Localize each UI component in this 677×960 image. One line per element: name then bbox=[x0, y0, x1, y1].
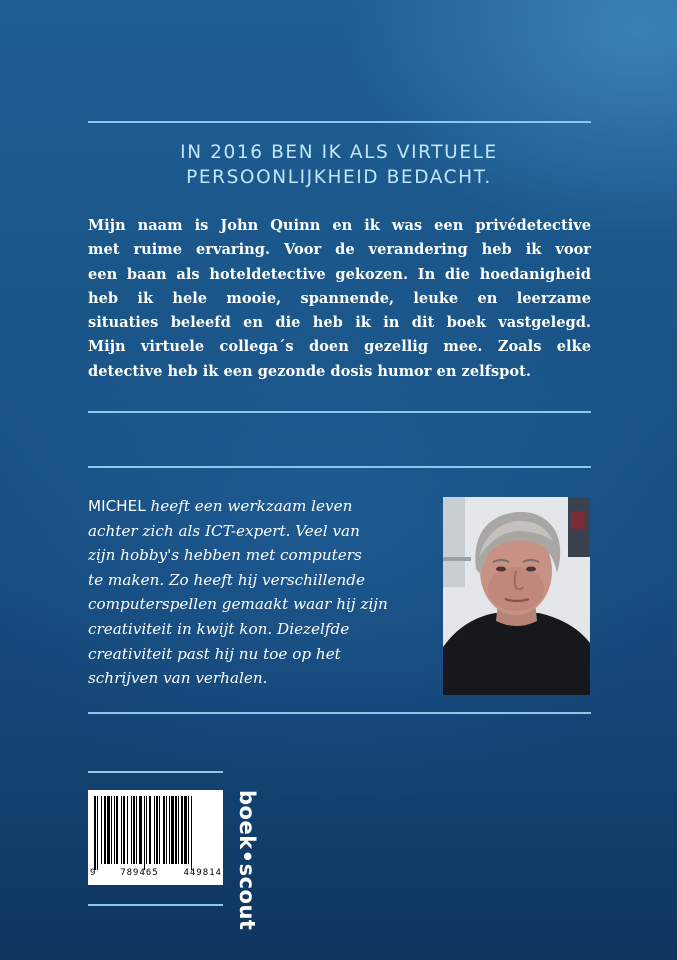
barcode-bar bbox=[169, 796, 170, 864]
barcode-bar bbox=[171, 796, 174, 864]
barcode-bar bbox=[114, 796, 115, 864]
intro-line: Mijn virtuele collega´s doen gezellig mee. Zoals elke bbox=[88, 338, 591, 356]
barcode-bar bbox=[184, 796, 187, 864]
barcode-bar bbox=[133, 796, 135, 864]
author-name: MICHEL bbox=[88, 497, 146, 515]
intro-line: situaties beleefd en die heb ik in dit boek vastgelegd. bbox=[88, 314, 591, 332]
barcode-bar bbox=[111, 796, 112, 864]
barcode-bar bbox=[136, 796, 137, 864]
headline-line-1: IN 2016 BEN IK ALS VIRTUELE bbox=[180, 142, 498, 163]
bio-line: achter zich als ICT-expert. Veel van bbox=[88, 521, 360, 540]
barcode-bar bbox=[159, 796, 160, 864]
bio-line: computerspellen gemaakt waar hij zijn bbox=[88, 595, 388, 614]
bio-line: schrijven van verhalen. bbox=[88, 669, 268, 688]
divider-top bbox=[88, 121, 591, 123]
barcode-digit-group-1: 789465 bbox=[120, 868, 159, 878]
barcode-bar bbox=[123, 796, 125, 864]
intro-paragraph bbox=[88, 214, 591, 384]
bio-line: te maken. Zo heeft hij verschillende bbox=[88, 570, 365, 589]
barcode-bar bbox=[139, 796, 142, 864]
bio-first-line bbox=[88, 494, 433, 519]
publisher-logo: boek•scout bbox=[235, 790, 259, 931]
author-bio bbox=[88, 494, 433, 691]
barcode-bar bbox=[156, 796, 158, 864]
barcode-digit-group-2: 449814 bbox=[183, 868, 222, 878]
barcode-bar bbox=[94, 796, 96, 870]
intro-line: Mijn naam is John Quinn en ik was een privédetective bbox=[88, 217, 591, 234]
barcode-bar bbox=[127, 796, 128, 864]
headline-line-2: PERSOONLIJKHEID BEDACHT. bbox=[186, 167, 492, 188]
intro-line: detective heb ik een gezonde dosis humor en zelfspot. bbox=[88, 362, 531, 380]
barcode-bar bbox=[104, 796, 106, 864]
divider-barcode-bottom bbox=[88, 904, 223, 906]
divider-bio-top bbox=[88, 466, 591, 468]
barcode-digits bbox=[90, 866, 222, 880]
barcode-bar bbox=[178, 796, 179, 864]
barcode-bar bbox=[188, 796, 189, 864]
bio-line: creativiteit in kwijt kon. Diezelfde bbox=[88, 619, 350, 638]
barcode-bar bbox=[121, 796, 122, 864]
author-portrait-icon bbox=[443, 497, 590, 695]
barcode-bar bbox=[149, 796, 151, 864]
headline bbox=[88, 140, 590, 190]
barcode-bar bbox=[163, 796, 165, 864]
intro-line: met ruime ervaring. Voor de verandering heb ik voor bbox=[88, 241, 591, 259]
barcode-bar bbox=[101, 796, 102, 864]
barcode-bar bbox=[191, 796, 192, 870]
barcode-bar bbox=[146, 796, 147, 864]
barcode-bar bbox=[107, 796, 110, 864]
barcode-bar bbox=[97, 796, 98, 870]
author-photo bbox=[443, 497, 590, 695]
bio-first-line-text: heeft een werkzaam leven bbox=[145, 497, 353, 515]
bio-line: creativiteit past hij nu toe op het bbox=[88, 644, 341, 663]
intro-line: heb ik hele mooie, spannende, leuke en leerzame bbox=[88, 289, 591, 307]
barcode-bar bbox=[166, 796, 167, 864]
barcode-bar bbox=[144, 796, 145, 870]
divider-bio-bottom bbox=[88, 712, 591, 714]
divider-barcode-top bbox=[88, 771, 223, 773]
barcode-bar bbox=[154, 796, 155, 864]
barcode-digit-lead: 9 bbox=[90, 868, 96, 878]
bio-line: zijn hobby's hebben met computers bbox=[88, 546, 362, 565]
intro-line: een baan als hoteldetective gekozen. In die hoedanigheid bbox=[88, 265, 591, 283]
barcode-bar bbox=[175, 796, 177, 864]
divider-mid bbox=[88, 411, 591, 413]
barcode-bar bbox=[181, 796, 183, 864]
barcode-bar bbox=[116, 796, 118, 864]
barcode-bar bbox=[131, 796, 132, 864]
